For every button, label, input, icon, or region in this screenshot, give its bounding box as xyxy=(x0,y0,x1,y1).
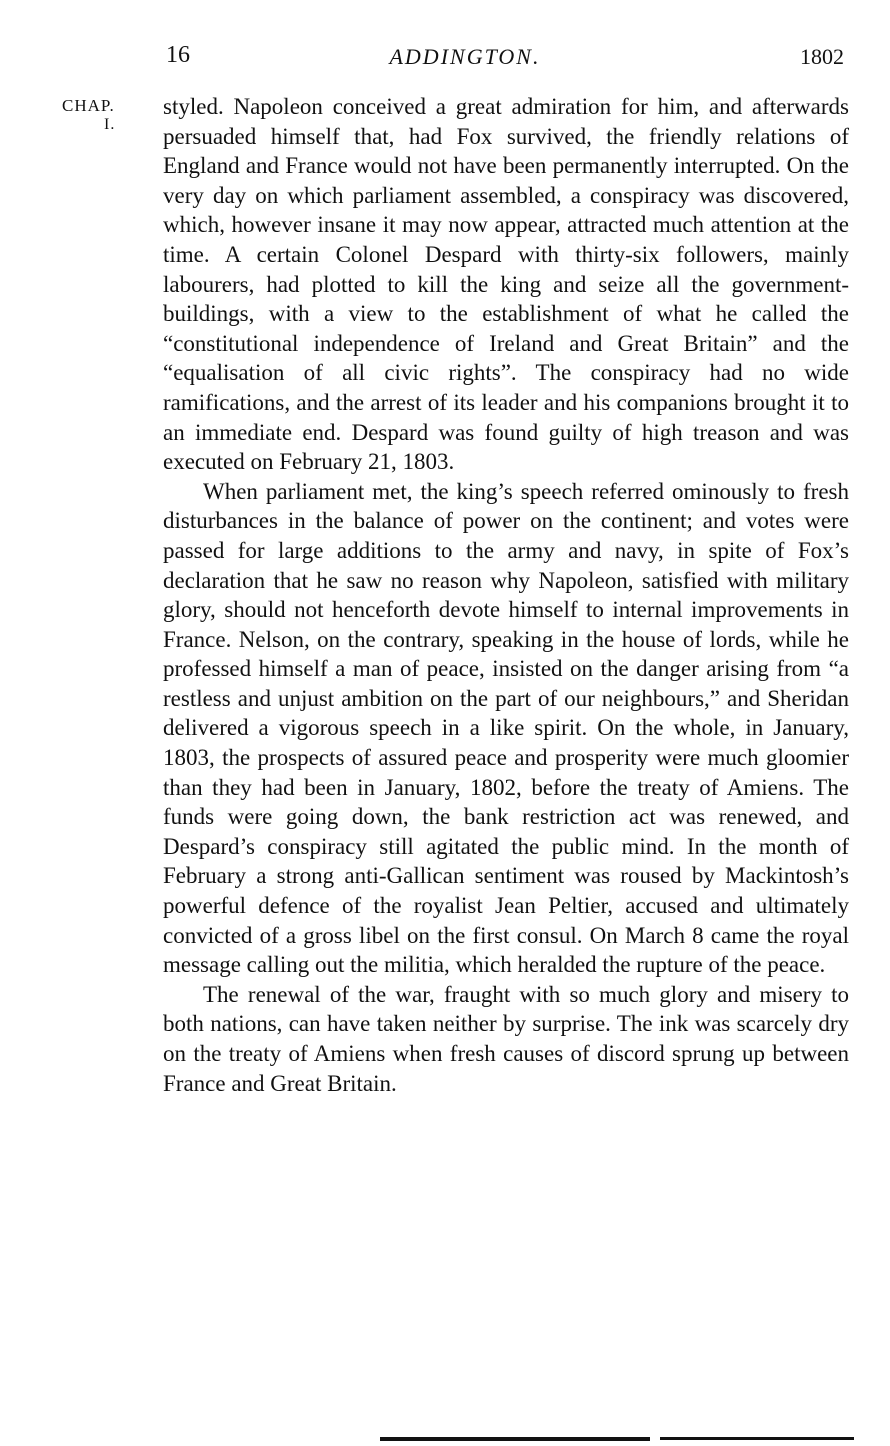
footer-rule-left xyxy=(380,1437,650,1441)
body-text xyxy=(163,92,849,1098)
paragraph-2: When parliament met, the king’s speech referred ominously to fresh disturbances in the balance of power on the continent; and votes were passed for large additions to the army and navy, in spite of Fox’s declaration that he saw no reason why Napoleon, satisfied with military glory, should not henceforth devote himself to internal improvements in France. Nelson, on the contrary, speaking in the house of lords, while he professed himself a man of peace, insisted on the danger arising from “a restless and unjust ambition on the part of our neighbours,” and Sheridan delivered a vigorous speech in a like spirit. On the whole, in January, 1803, the prospects of assured peace and prosperity were much gloomier than they had been in January, 1802, before the treaty of Amiens. The funds were going down, the bank restriction act was renewed, and Despard’s conspiracy still agitated the public mind. In the month of February a strong anti-Gallican sentiment was roused by Mackintosh’s powerful defence of the royalist Jean Peltier, accused and ultimately convicted of a gross libel on the first consul. On March 8 came the royal message calling out the militia, which heralded the rupture of the peace. xyxy=(163,478,849,978)
chapter-label-text: CHAP. xyxy=(62,96,115,115)
page-number: 16 xyxy=(166,42,190,68)
chapter-marginal-label xyxy=(62,96,162,134)
footer-rule-right xyxy=(660,1437,854,1440)
chapter-number: I. xyxy=(104,116,116,133)
paragraph-3: The renewal of the war, fraught with so much glory and misery to both nations, can have taken neither by surprise. The ink was scarcely dry on the treaty of Amiens when fresh causes of discord sprung up between France and Great Britain. xyxy=(163,981,849,1096)
running-year: 1802 xyxy=(800,44,844,69)
running-head xyxy=(0,42,890,76)
running-title: ADDINGTON. xyxy=(389,44,541,69)
paragraph-1: styled. Napoleon conceived a great admiration for him, and afterwards persuaded himself that, had Fox survived, the friendly relations of England and France would not have been permanently interrupted. On the very day on which parliament assembled, a conspiracy was discovered, which, however insane it may now appear, attracted much attention at the time. A certain Colonel Despard with thirty-six followers, mainly labourers, had plotted to kill the king and seize all the government-buildings, with a view to the establishment of what he called the “constitutional independence of Ireland and Great Britain” and the “equalisation of all civic rights”. The conspiracy had no wide ramifications, and the arrest of its leader and his companions brought it to an immediate end. Despard was found guilty of high treason and was executed on February 21, 1803. xyxy=(163,94,849,475)
